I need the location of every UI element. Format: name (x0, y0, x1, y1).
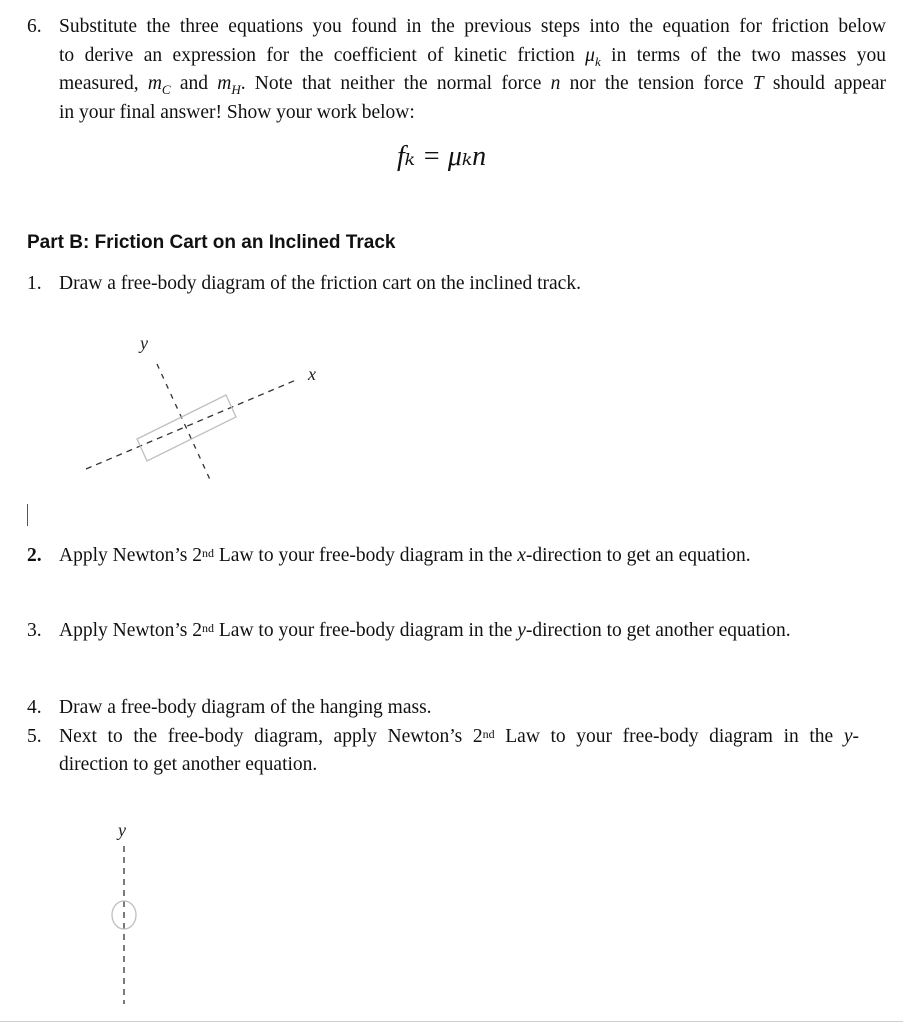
hanging-y-label: y (118, 820, 126, 840)
mu-k-symbol: $\mu_k$ (585, 44, 601, 69)
page-bottom-edge (0, 1021, 903, 1022)
incline-y-label: y (140, 333, 148, 353)
q2-text: Apply Newton’s 2nd Law to your free-body diagram in the x-direction to get an equation. (59, 545, 751, 566)
q4-text: Draw a free-body diagram of the hanging mass. (59, 697, 432, 718)
q3-text: Apply Newton’s 2nd Law to your free-body diagram in the y-direction to get another equation. (59, 620, 791, 641)
q4-number: 4. (27, 697, 42, 718)
q6-line-1: Substitute the three equations you found in the previous steps into the equation for friction below (59, 16, 886, 37)
mh-symbol: $m_H$ (217, 73, 241, 97)
q3-number: 3. (27, 620, 42, 641)
q6-line-2-text-end: in terms of the two masses you (611, 44, 886, 66)
q5-line-2: direction to get another equation. (59, 754, 318, 775)
t-symbol: T (752, 73, 764, 94)
n-symbol: n (550, 73, 561, 94)
part-b-heading: Part B: Friction Cart on an Inclined Track (27, 232, 396, 253)
q6-line-4: in your final answer! Show your work below: (59, 101, 415, 123)
q6-line-2-text: to derive an expression for the coefficient of kinetic friction (59, 44, 575, 66)
q1-text: Draw a free-body diagram of the friction cart on the inclined track. (59, 273, 581, 294)
q6-line-3: measured, $m_C$ and $m_H$. Note that neither the normal force n nor the tension force T should appear (59, 73, 887, 97)
q6-number: 6. (27, 16, 42, 37)
q1-number: 1. (27, 273, 42, 294)
incline-x-label: x (308, 364, 316, 384)
q5-line-1: Next to the free-body diagram, apply Newton’s 2nd Law to your free-body diagram in the y- (59, 726, 859, 747)
friction-formula: fₖ = μₖn (397, 141, 487, 172)
q5-number: 5. (27, 726, 42, 747)
q2-number: 2. (27, 545, 42, 566)
mc-symbol: $m_C$ (147, 73, 171, 97)
